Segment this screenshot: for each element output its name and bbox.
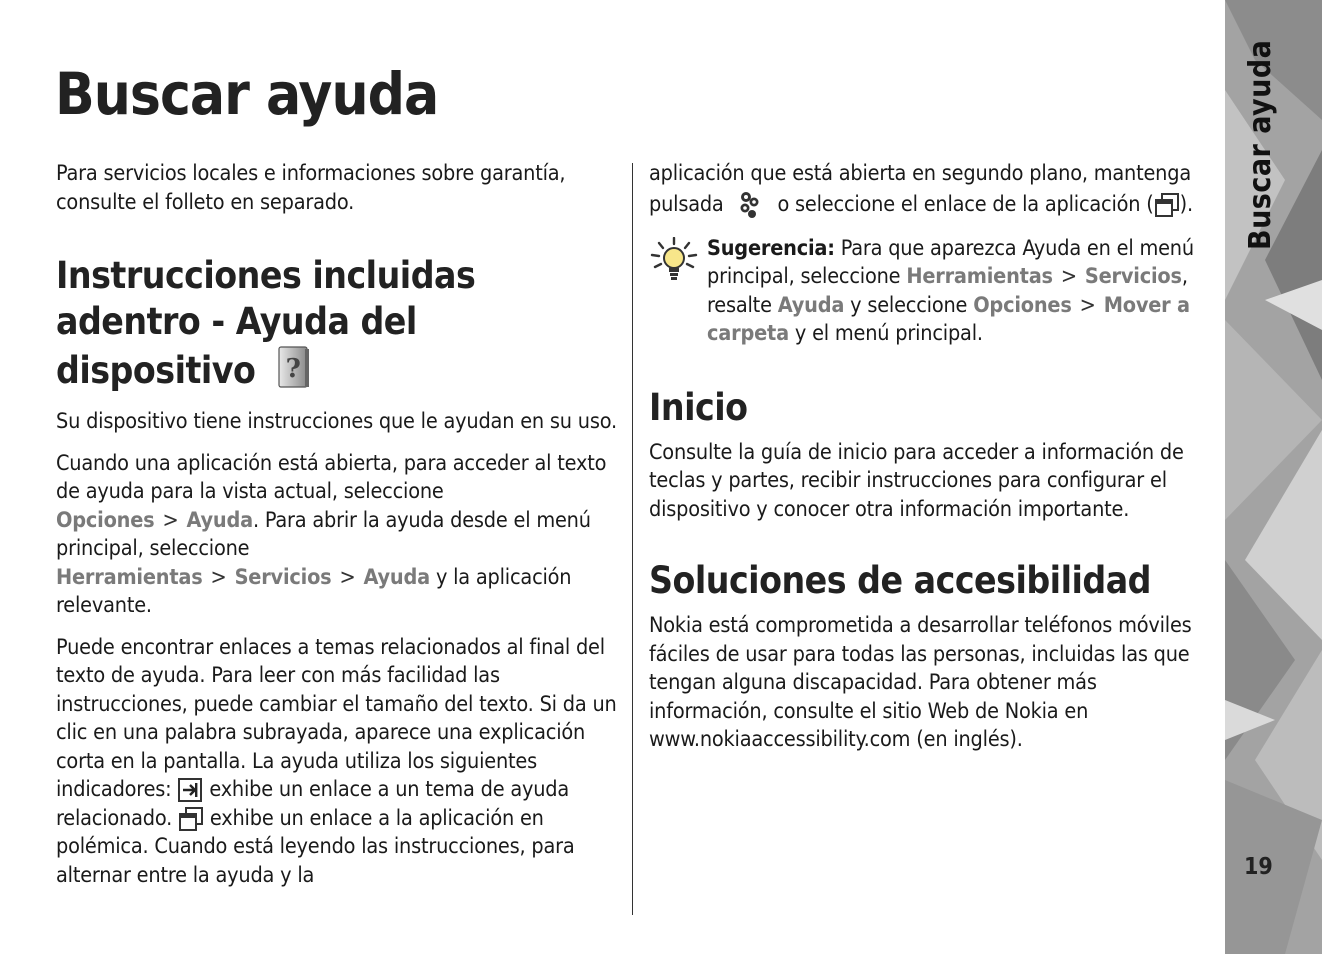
column-divider [632, 163, 633, 915]
lightbulb-icon [649, 235, 707, 349]
links-paragraph: Puede encontrar enlaces a temas relacionados al final del texto de ayuda. Para leer con más facilidad las instrucciones, puede cambiar el tamaño del texto. Si da un clic en una palabra subrayada, aparece una explicación corta en la pantalla. La ayuda utiliza los siguientes indicadores: exhibe un enlace a un tema de ayuda relacionado. exhibe un enlace a la aplicación en polémica. Cuando está leyendo las instrucciones, para alternar entre la ayuda y la [56, 634, 617, 888]
tip-label: Sugerencia: [707, 235, 835, 261]
open-help-paragraph: Cuando una aplicación está abierta, para acceder al texto de ayuda para la vista actual, seleccione Opciones > Ayuda. Para abrir la ayuda desde el menú principal, seleccione Herramientas > Servicios > Ayuda y la aplicación relevante. [56, 450, 607, 618]
menu-key-icon [734, 189, 768, 221]
sidebar-title: Buscar ayuda [1243, 39, 1278, 250]
menu-servicios: Servicios [234, 564, 332, 590]
intro-paragraph: Para servicios locales e informaciones sobre garantía, consulte el folleto en separado. [56, 161, 566, 215]
related-topic-link-icon [177, 777, 203, 803]
menu-herramientas-tip: Herramientas [906, 264, 1053, 289]
menu-servicios-tip: Servicios [1084, 264, 1182, 289]
svg-text:?: ? [286, 354, 301, 384]
application-link-icon-2 [1154, 192, 1180, 218]
left-column [56, 160, 618, 903]
menu-ayuda-2: Ayuda [363, 564, 430, 590]
menu-mover-carpeta-tip: Mover a carpeta [707, 292, 1190, 346]
continuation-paragraph: aplicación que está abierta en segundo plano, mantenga pulsada o seleccione el enlace de la aplicación ( ). [649, 160, 1211, 221]
menu-ayuda-tip: Ayuda [777, 292, 845, 318]
tip-paragraph: Sugerencia: Para que aparezca Ayuda en el menú principal, seleccione Herramientas > Servicios, resalte Ayuda y seleccione Opciones > Mover a carpeta y el menú principal. [707, 235, 1194, 346]
menu-opciones: Opciones [56, 507, 155, 533]
device-instructions-paragraph: Su dispositivo tiene instrucciones que le ayudan en su uso. [56, 409, 617, 434]
section-heading-inicio: Inicio [649, 385, 748, 429]
section-heading-instructions: Instrucciones incluidas adentro - Ayuda del dispositivo ? [56, 254, 476, 392]
inicio-paragraph: Consulte la guía de inicio para acceder a información de teclas y partes, recibir instrucciones para configurar el dispositivo y conocer otra información importante. [649, 439, 1184, 522]
tip-box [649, 235, 1211, 349]
help-book-icon [276, 345, 312, 389]
menu-herramientas: Herramientas [56, 564, 203, 590]
application-link-icon [178, 806, 204, 832]
menu-ayuda: Ayuda [186, 507, 253, 533]
accessibility-paragraph: Nokia está comprometida a desarrollar teléfonos móviles fáciles de usar para todas las personas, incluidas las que tengan alguna discapacidad. Para obtener más información, consulte el sitio Web de Nokia en www.nokiaaccessibility.com (en inglés). [649, 613, 1192, 752]
page-number: 19 [1244, 854, 1273, 880]
right-column [649, 160, 1211, 768]
page-title: Buscar ayuda [55, 60, 439, 128]
section-heading-accessibility: Soluciones de accesibilidad [649, 559, 1151, 602]
menu-opciones-tip: Opciones [973, 292, 1072, 318]
